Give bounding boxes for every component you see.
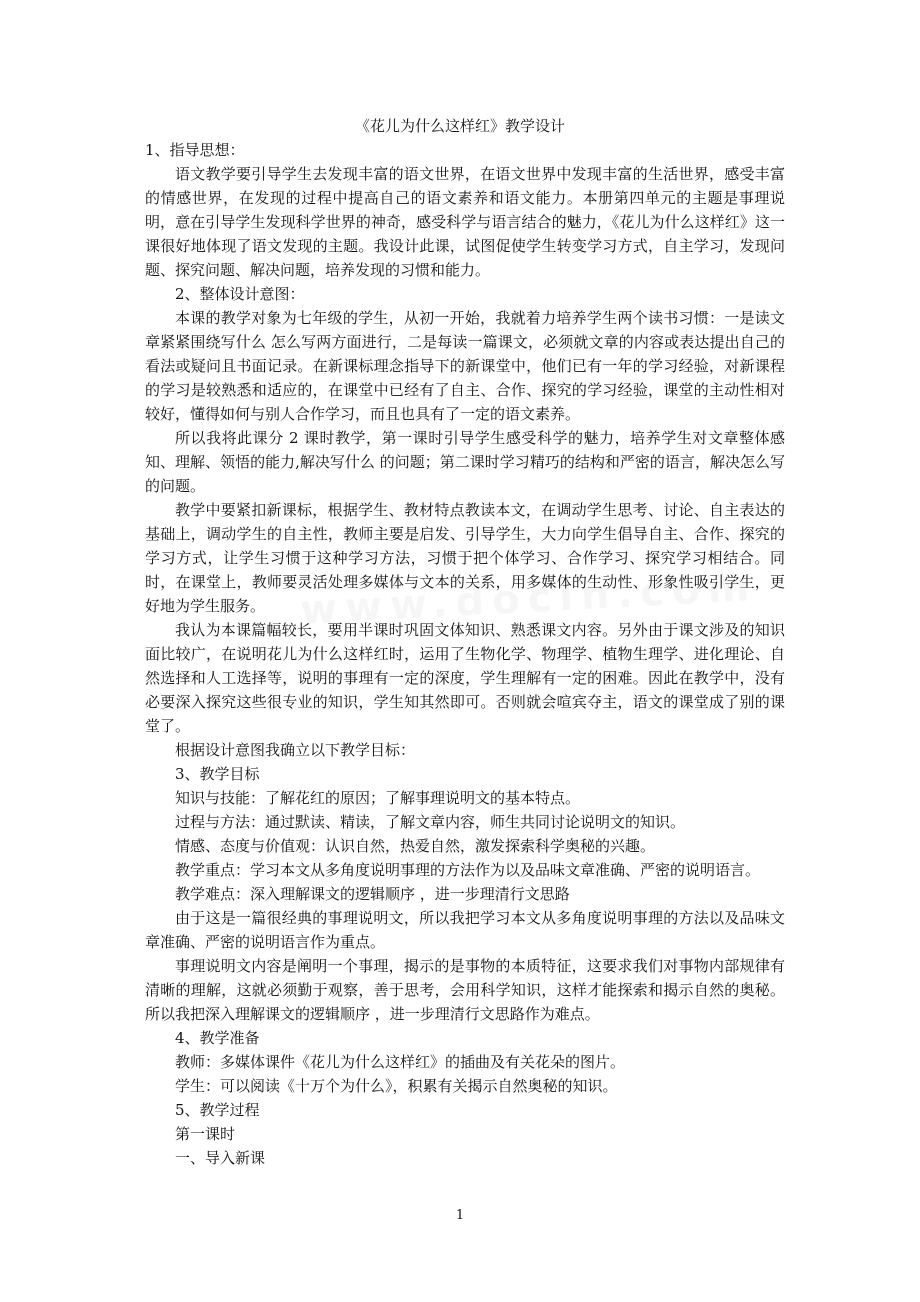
document-title: 《花儿为什么这样红》教学设计 [354, 117, 565, 135]
paragraph: 情感、态度与价值观：认识自然，热爱自然，激发探索科学奥秘的兴趣。 [175, 837, 656, 855]
paragraph: 学生：可以阅读《十万个为什么》，积累有关揭示自然奥秘的知识。 [175, 1077, 618, 1095]
paragraph: 一、导入新课 [175, 1149, 266, 1167]
paragraph: 语文教学要引导学生去发现丰富的语文世界，在语文世界中发现丰富的生活世界，感受丰富的情感世界，在发现的过程中提高自己的语文素养和语文能力。本册第四单元的主题是事理说明，意在引导学生发现科学世界的神奇，感受科学与语言结合的魅力，《花儿为什么这样红》这一课很好地体现了语文发现的主题。我设计此课，试图促使学生转变学习方式，自主学习，发现问题、探究问题、解决问题，培养发现的习惯和能力。 [145, 165, 785, 279]
paragraph: 根据设计意图我确立以下教学目标： [175, 741, 416, 759]
paragraph: 第一课时 [175, 1125, 236, 1143]
section-heading: 5、教学过程 [175, 1101, 260, 1119]
paragraph: 教师：多媒体课件《花儿为什么这样红》的插曲及有关花朵的图片。 [175, 1053, 626, 1071]
document-body [145, 138, 785, 1170]
paragraph: 事理说明文内容是阐明一个事理，揭示的是事物的本质特征，这要求我们对事物内部规律有清晰的理解，这就必须勤于观察，善于思考，会用科学知识，这样才能探索和揭示自然的奥秘。所以我把深入理解课文的逻辑顺序 ，进一步理清行文思路作为难点。 [145, 957, 785, 1023]
paragraph: 教学重点：学习本文从多角度说明事理的方法作为以及品味文章准确、严密的说明语言。 [175, 861, 761, 879]
paragraph: 知识与技能：了解花红的原因；了解事理说明文的基本特点。 [175, 789, 581, 807]
paragraph: 过程与方法：通过默读、精读，了解文章内容，师生共同讨论说明文的知识。 [175, 813, 686, 831]
paragraph: 所以我将此课分 2 课时教学，第一课时引导学生感受科学的魅力，培养学生对文章整体感知、理解、领悟的能力,解决写什么 的问题；第二课时学习精巧的结构和严密的语言，解决怎么写 的问题。 [145, 429, 785, 495]
section-heading: 1、指导思想： [145, 141, 245, 159]
paragraph: 教学中要紧扣新课标，根据学生、教材特点教读本文，在调动学生思考、讨论、自主表达的基础上，调动学生的自主性，教师主要是启发、引导学生，大力向学生倡导自主、合作、探究的学习方式，让学生习惯于这种学习方法，习惯于把个体学习、合作学习、探究学习相结合。同时，在课堂上，教师要灵活处理多媒体与文本的关系，用多媒体的生动性、形象性吸引学生，更好地为学生服务。 [145, 501, 785, 615]
section-heading: 2、整体设计意图： [175, 285, 305, 303]
paragraph: 教学难点：深入理解课文的逻辑顺序 ，进一步理清行文思路 [175, 885, 570, 903]
paragraph: 由于这是一篇很经典的事理说明文，所以我把学习本文从多角度说明事理的方法以及品味文章准确、严密的说明语言作为重点。 [145, 909, 785, 951]
paragraph: 本课的教学对象为七年级的学生，从初一开始，我就着力培养学生两个读书习惯：一是读文章紧紧围绕写什么 怎么写两方面进行，二是每读一篇课文，必须就文章的内容或表达提出自己的看法或疑问且书面记录。在新课标理念指导下的新课堂中，他们已有一年的学习经验，对新课程的学习是较熟悉和适应的，在课堂中已经有了自主、合作、探究的学习经验，课堂的主动性相对较好，懂得如何与别人合作学习，而且也具有了一定的语文素养。 [145, 309, 785, 423]
section-heading: 3、教学目标 [175, 765, 260, 783]
page-number: 1 [455, 1208, 465, 1223]
paragraph: 我认为本课篇幅较长，要用半课时巩固文体知识、熟悉课文内容。另外由于课文涉及的知识面比较广，在说明花儿为什么这样红时，运用了生物化学、物理学、植物生理学、进化理论、自然选择和人工选择等，说明的事理有一定的深度，学生理解有一定的困难。因此在教学中，没有必要深入探究这些很专业的知识，学生知其然即可。否则就会喧宾夺主，语文的课堂成了别的课堂了。 [145, 621, 785, 735]
section-heading: 4、教学准备 [175, 1029, 260, 1047]
